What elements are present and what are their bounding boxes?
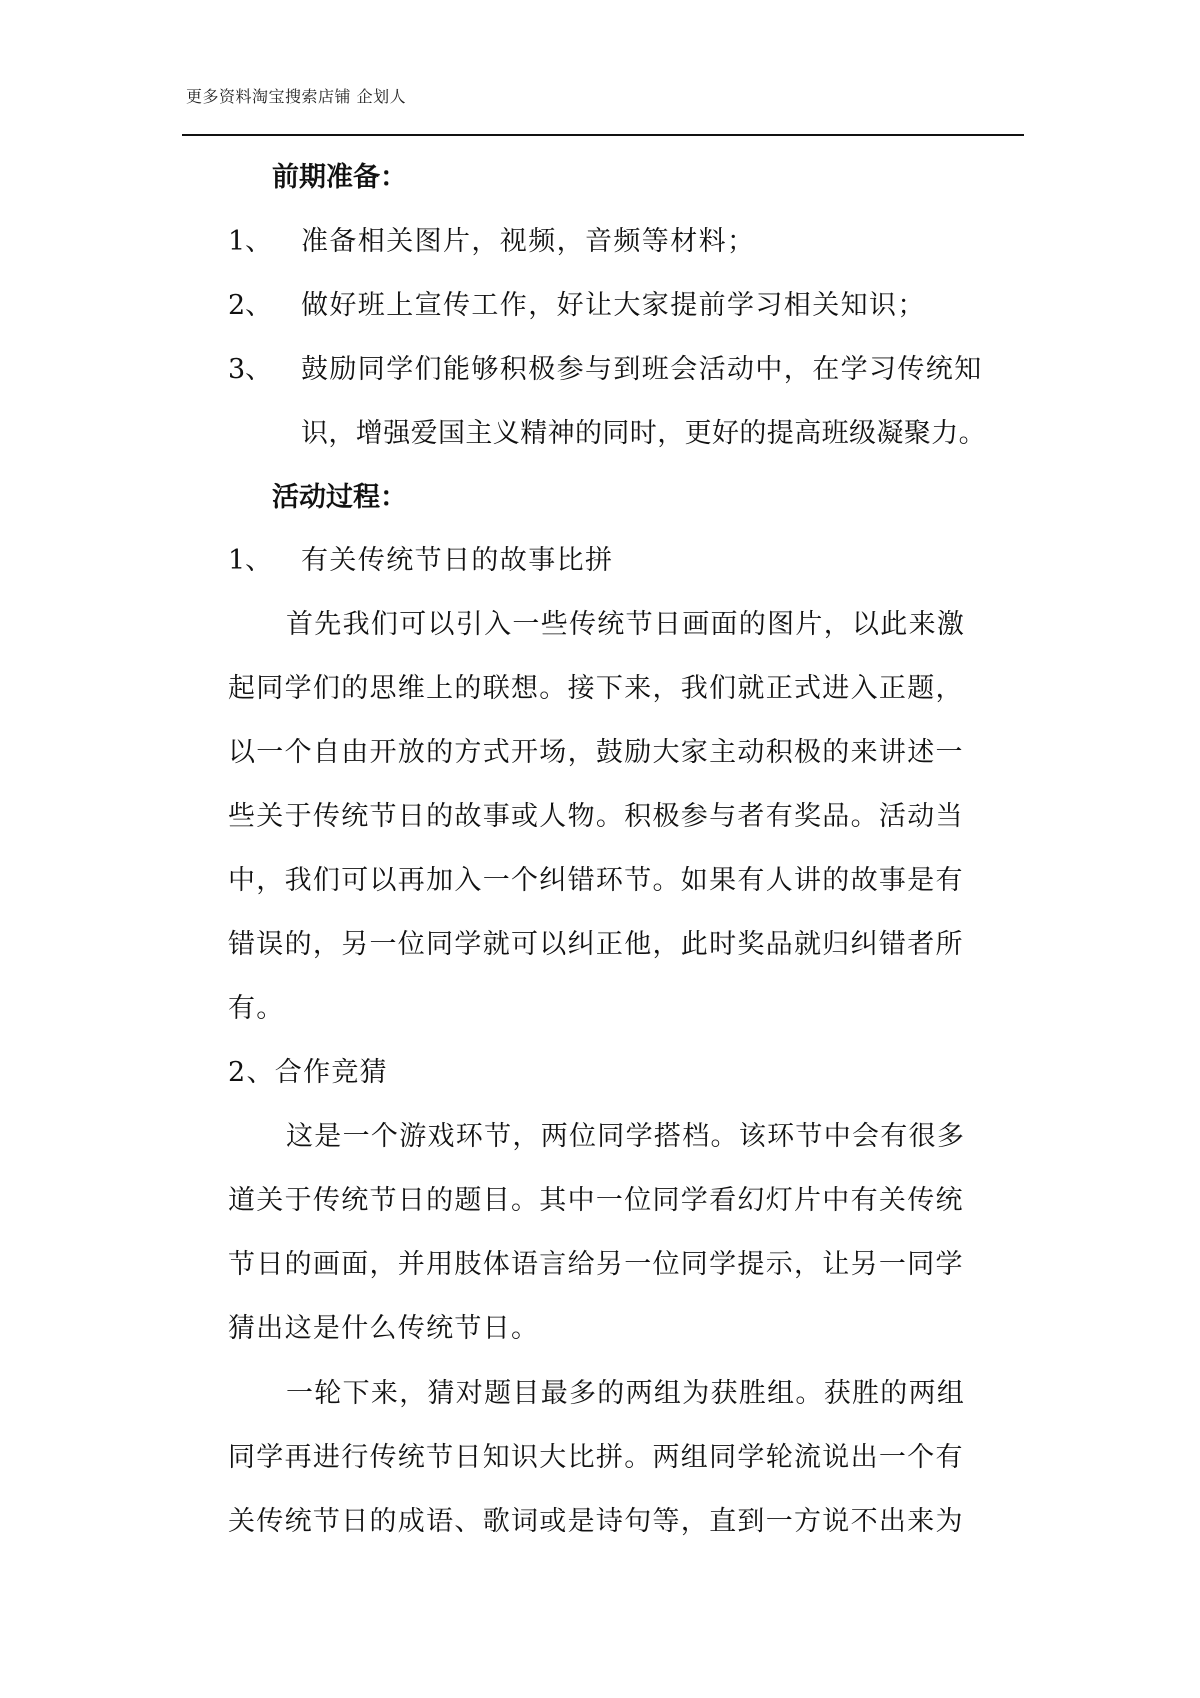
paragraph-line: 关传统节日的成语、歌词或是诗句等，直到一方说不出来为 (228, 1506, 964, 1537)
list-number: 1、 (228, 545, 273, 576)
paragraph-line: 首先我们可以引入一些传统节日画面的图片，以此来激 (286, 609, 966, 640)
paragraph-line: 错误的，另一位同学就可以纠正他，此时奖品就归纠错者所 (228, 929, 964, 960)
paragraph-line: 以一个自由开放的方式开场，鼓励大家主动积极的来讲述一 (228, 737, 964, 768)
list-item-text: 鼓励同学们能够积极参与到班会活动中，在学习传统知 (301, 354, 983, 385)
subsection-title: 2、合作竞猜 (228, 1057, 388, 1088)
paragraph-line: 同学再进行传统节日知识大比拼。两组同学轮流说出一个有 (228, 1442, 964, 1473)
section-heading-prep: 前期准备： (272, 162, 407, 193)
list-number: 1、 (228, 226, 273, 257)
list-number: 3、 (228, 354, 273, 385)
paragraph-line: 节日的画面，并用肢体语言给另一位同学提示，让另一同学 (228, 1249, 964, 1280)
section-heading-process: 活动过程： (272, 482, 407, 513)
paragraph-line: 一轮下来，猜对题目最多的两组为获胜组。获胜的两组 (286, 1378, 966, 1409)
paragraph-line: 中，我们可以再加入一个纠错环节。如果有人讲的故事是有 (228, 865, 964, 896)
list-number: 2、 (228, 290, 273, 321)
list-item-text: 准备相关图片，视频，音频等材料； (301, 226, 756, 257)
paragraph-line: 有。 (228, 993, 285, 1024)
subsection-title: 有关传统节日的故事比拼 (301, 545, 614, 576)
paragraph-line: 起同学们的思维上的联想。接下来，我们就正式进入正题， (228, 673, 964, 704)
list-item-text-continuation: 识，增强爱国主义精神的同时，更好的提高班级凝聚力。 (301, 418, 986, 449)
page-header: 更多资料淘宝搜索店铺 企划人 (186, 87, 407, 106)
paragraph-line: 猜出这是什么传统节日。 (228, 1313, 540, 1344)
paragraph-line: 些关于传统节日的故事或人物。积极参与者有奖品。活动当 (228, 801, 964, 832)
paragraph-line: 道关于传统节日的题目。其中一位同学看幻灯片中有关传统 (228, 1185, 964, 1216)
paragraph-line: 这是一个游戏环节，两位同学搭档。该环节中会有很多 (286, 1121, 966, 1152)
list-item-text: 做好班上宣传工作，好让大家提前学习相关知识； (301, 290, 926, 321)
header-rule (182, 134, 1024, 136)
